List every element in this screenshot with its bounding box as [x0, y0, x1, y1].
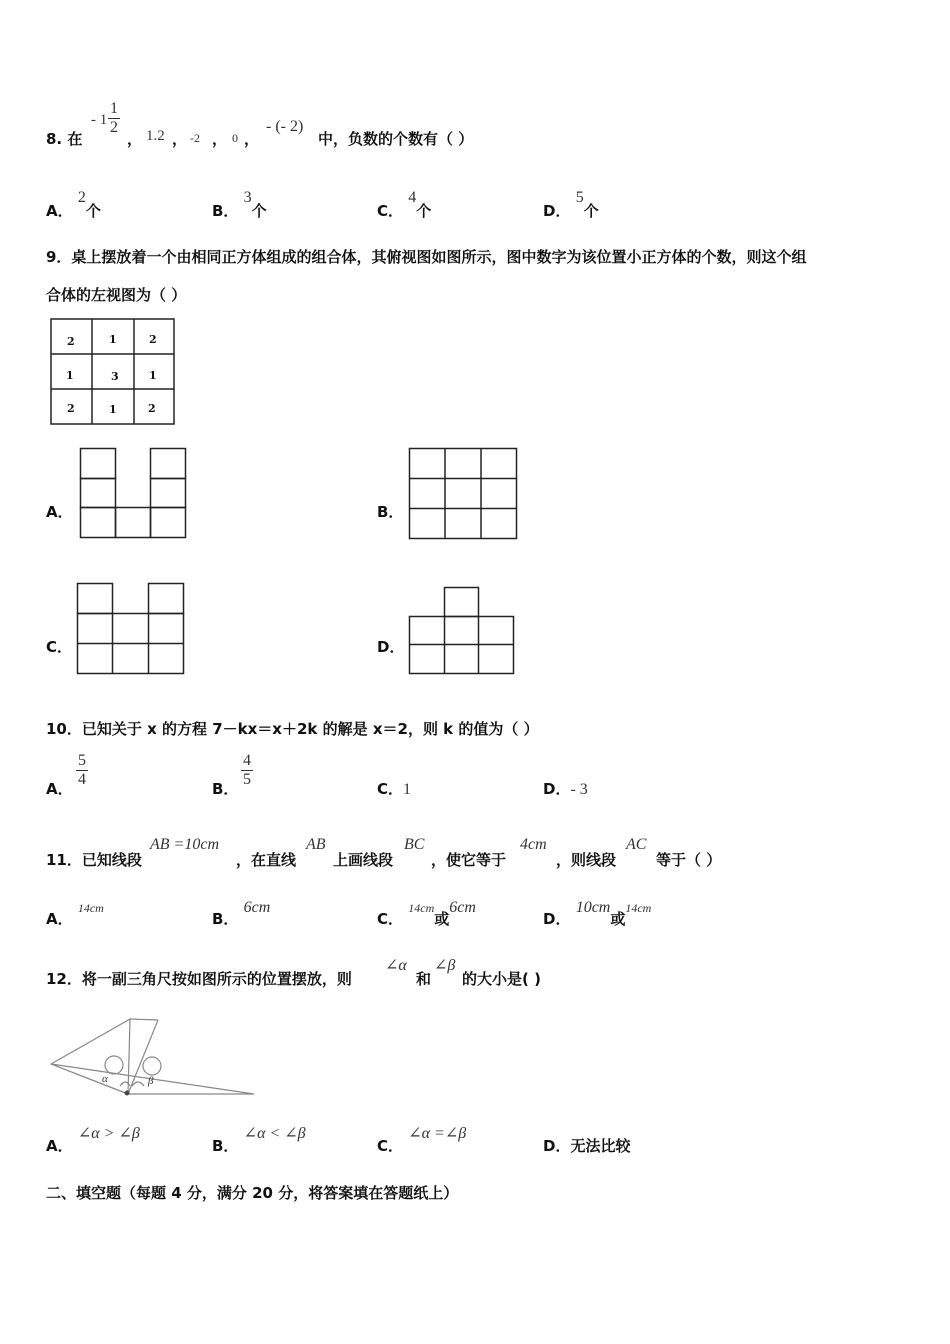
- q10-option-a-label[interactable]: A．: [46, 780, 73, 798]
- q8-mixed-fraction: $\frac{1}{2}$: [110, 100, 118, 136]
- q9-option-b-figure[interactable]: [409, 448, 518, 540]
- q8-value-1-2: 1.2: [146, 128, 165, 144]
- q9-option-b-label[interactable]: B．: [377, 503, 404, 521]
- top-view-cell: 2: [148, 402, 156, 415]
- q9-option-c-label[interactable]: C．: [46, 638, 73, 656]
- q12-option-a[interactable]: A． ∠α > ∠β: [46, 1125, 140, 1155]
- q11-ac: AC: [626, 836, 647, 853]
- section-2-title: 二、填空题（每题 4 分，满分 20 分，将答案填在答题纸上）: [46, 1184, 459, 1202]
- top-view-cell: 2: [67, 335, 75, 348]
- q8-value-neg2: -2: [190, 131, 200, 145]
- q12-tail: 的大小是( ): [462, 970, 541, 988]
- q8-number: 8. 在: [46, 130, 83, 148]
- q9-top-view-numbers: [50, 318, 176, 426]
- q12-triangles-figure: [48, 1018, 258, 1100]
- top-view-cell: 2: [149, 333, 157, 346]
- q8-sep1: ，: [127, 130, 143, 148]
- q10-option-b-fraction[interactable]: $\frac{4}{5}$: [243, 752, 251, 788]
- q12-fig-beta: β: [148, 1075, 154, 1087]
- top-view-cell: 1: [66, 369, 74, 382]
- q12-option-b[interactable]: B． ∠α < ∠β: [212, 1125, 306, 1155]
- q11-option-c[interactable]: C． $^{14cm}$或6cm: [377, 899, 476, 928]
- q8-value-neg-neg2: - (- 2): [266, 118, 304, 135]
- q8-value-zero: 0: [232, 131, 238, 145]
- top-view-cell: 2: [67, 402, 75, 415]
- q10-option-a-fraction[interactable]: $\frac{5}{4}$: [78, 752, 86, 788]
- q10-option-b-label[interactable]: B．: [212, 780, 239, 798]
- q11-text-3: ，使它等于: [431, 851, 507, 869]
- q11-text-4: ，则线段: [556, 851, 617, 869]
- q9-text-line1: 9．桌上摆放着一个由相同正方体组成的组合体，其俯视图如图所示，图中数字为该位置小正方体的个数，则这个组: [46, 248, 807, 266]
- q9-option-d-figure[interactable]: [409, 587, 515, 675]
- q9-option-a-figure[interactable]: [80, 448, 186, 538]
- q10-option-d[interactable]: D．- 3: [543, 780, 588, 798]
- q11-ab-length: AB =10cm: [150, 836, 219, 853]
- q9-option-d-label[interactable]: D．: [377, 638, 405, 656]
- q12-beta: ∠β: [434, 957, 456, 974]
- q8-option-c[interactable]: C． 4个: [377, 189, 432, 220]
- q8-option-a[interactable]: A． 2个: [46, 189, 101, 220]
- q12-option-d[interactable]: D．无法比较: [543, 1137, 631, 1155]
- q12-fig-alpha: α: [102, 1073, 108, 1085]
- q8-sep3: ，: [212, 130, 228, 148]
- q12-alpha: ∠α: [385, 957, 407, 974]
- q11-text-1: ，在直线: [236, 851, 297, 869]
- top-view-cell: 3: [111, 370, 119, 383]
- q11-length-4cm: 4cm: [520, 836, 547, 853]
- q8-mixed-whole: - 1: [91, 112, 108, 128]
- q11-option-b[interactable]: B． 6cm: [212, 899, 271, 928]
- q9-option-c-figure[interactable]: [77, 583, 185, 675]
- q10-option-c[interactable]: C．1: [377, 780, 412, 798]
- q8-sep4: ，: [244, 130, 260, 148]
- q11-ab: AB: [306, 836, 326, 853]
- q8-sep2: ，: [172, 130, 188, 148]
- q12-text: 12．将一副三角尺按如图所示的位置摆放，则: [46, 970, 352, 988]
- top-view-cell: 1: [109, 403, 117, 416]
- q8-option-d[interactable]: D． 5个: [543, 189, 599, 220]
- q11-bc: BC: [404, 836, 425, 853]
- q12-option-c[interactable]: C． ∠α =∠β: [377, 1125, 467, 1155]
- q11-option-d[interactable]: D． 10cm或$^{14cm}$: [543, 899, 652, 928]
- q8-option-b[interactable]: B． 3个: [212, 189, 267, 220]
- q9-text-line2: 合体的左视图为（ ）: [46, 286, 187, 304]
- top-view-cell: 1: [109, 333, 117, 346]
- q11-option-a[interactable]: A． $^{14cm}$: [46, 901, 104, 928]
- q11-text-2: 上画线段: [333, 851, 394, 869]
- top-view-cell: 1: [149, 369, 157, 382]
- q10-text: 10．已知关于 x 的方程 7－kx＝x＋2k 的解是 x＝2，则 k 的值为（ ）: [46, 720, 539, 738]
- q12-and: 和: [416, 970, 432, 988]
- q11-number: 11．已知线段: [46, 851, 142, 869]
- q9-option-a-label[interactable]: A．: [46, 503, 73, 521]
- q11-text-5: 等于（ ）: [656, 851, 722, 869]
- q8-question-tail: 中，负数的个数有（ ）: [318, 130, 474, 148]
